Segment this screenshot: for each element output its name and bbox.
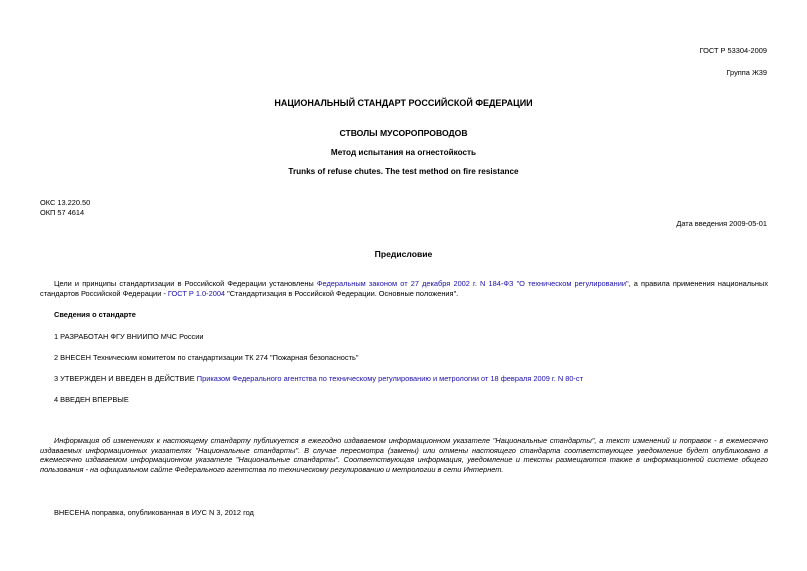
- gost-r-1-0-2004-link[interactable]: ГОСТ Р 1.0-2004: [167, 288, 226, 298]
- foreword-text-a: Цели и принципы стандартизации в Российской Федерации установлены: [54, 279, 317, 288]
- foreword-paragraph: [40, 279, 768, 298]
- document-title: СТВОЛЫ МУСОРОПРОВОДОВ: [339, 128, 468, 138]
- changes-notice: Информация об изменениях к настоящему стандарту публикуется в ежегодно издаваемом информационном указателе "Национальные стандарты", а текст изменений и поправок - в ежемесячно издаваемых информационных указателях "Национальные стандарты". В случае пересмотра (замены) или отмены настоящего стандарта соответствующее уведомление будет опубликовано в ежемесячно издаваемом информационном указателе "Национальные стандарты". Соответствующая информация, уведомление и тексты размещаются также в информационной системе общего пользования - на официальном сайте Федерального агентства по техническому регулированию и метрологии в сети Интернет.: [40, 436, 768, 474]
- amendment-note: ВНЕСЕНА поправка, опубликованная в ИУС N 3, 2012 год: [54, 508, 254, 517]
- foreword-heading: Предисловие: [374, 249, 433, 259]
- info-item-1: 1 РАЗРАБОТАН ФГУ ВНИИПО МЧС России: [54, 332, 204, 341]
- info-item-4: 4 ВВЕДЕН ВПЕРВЫЕ: [54, 395, 129, 404]
- foreword-text-c: "Стандартизация в Российской Федерации. Основные положения".: [225, 288, 459, 298]
- standard-info-heading: Сведения о стандарте: [54, 310, 136, 319]
- info-item-2: 2 ВНЕСЕН Техническим комитетом по стандартизации ТК 274 "Пожарная безопасность": [54, 353, 359, 362]
- document-title-english: Trunks of refuse chutes. The test method on fire resistance: [288, 167, 519, 176]
- document-subtitle: Метод испытания на огнестойкость: [330, 148, 477, 157]
- standard-number: ГОСТ Р 53304-2009: [699, 46, 767, 55]
- federal-law-link[interactable]: Федеральным законом от 27 декабря 2002 г. N 184-ФЗ "О техническом регулировании": [316, 279, 629, 288]
- group-code: Группа Ж39: [726, 68, 767, 77]
- order-link[interactable]: Приказом Федерального агентства по техническому регулированию и метрологии от 18 февраля 2009 г. N 80-ст: [196, 374, 583, 383]
- introduction-date: Дата введения 2009-05-01: [676, 219, 767, 228]
- info-item-3-text: 3 УТВЕРЖДЕН И ВВЕДЕН В ДЕЙСТВИЕ: [54, 374, 197, 383]
- oks-code: ОКС 13.220.50: [40, 198, 91, 207]
- okp-code: ОКП 57 4614: [40, 208, 85, 217]
- foreword-text-b: , а правила применения национальных стандартов Российской Федерации -: [40, 279, 769, 298]
- info-item-3: [54, 374, 583, 384]
- national-standard-title: НАЦИОНАЛЬНЫЙ СТАНДАРТ РОССИЙСКОЙ ФЕДЕРАЦИИ: [274, 98, 533, 108]
